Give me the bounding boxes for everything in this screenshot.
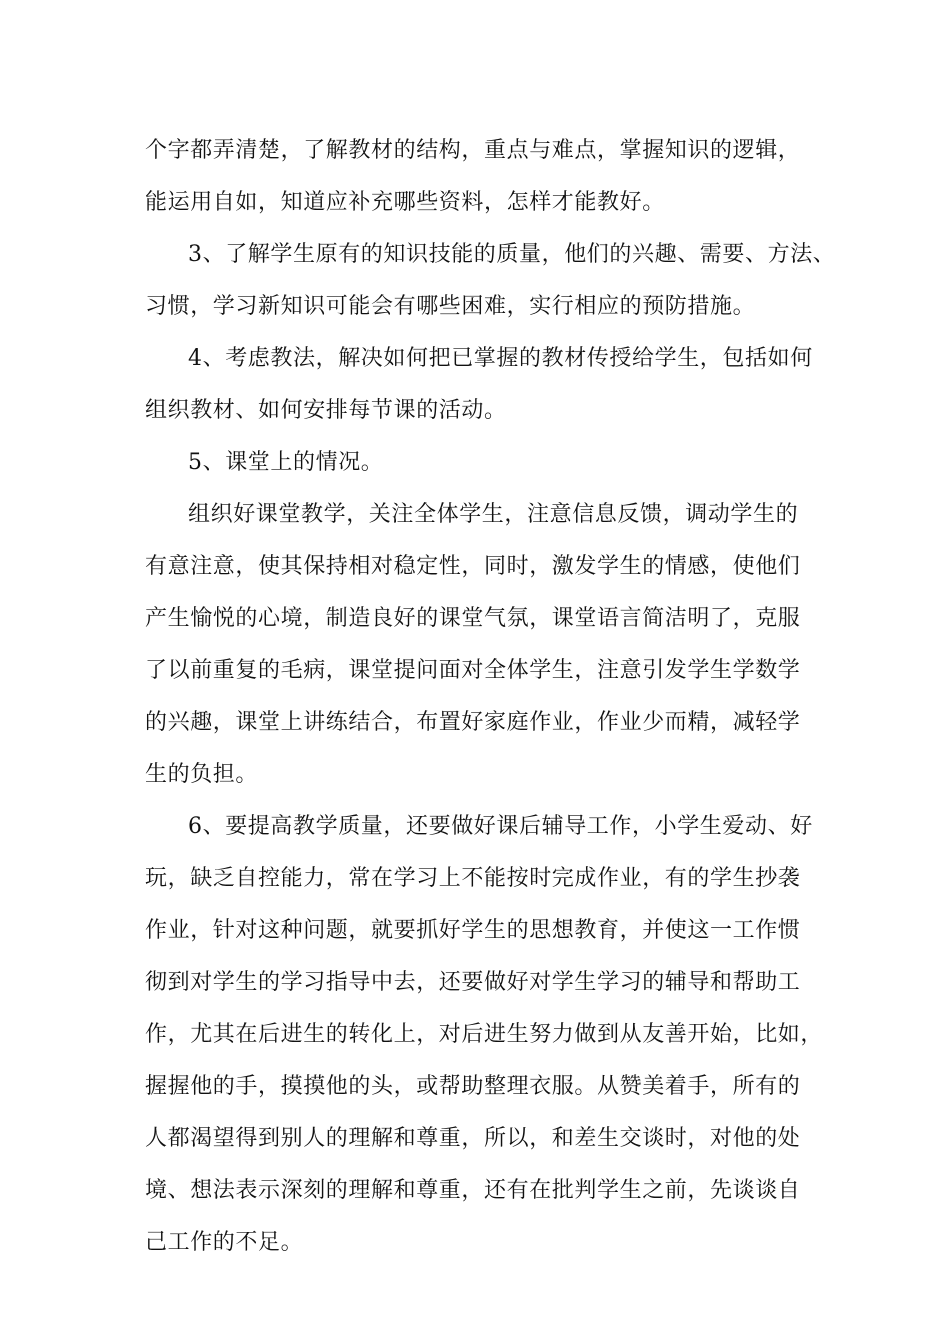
text-line: 人都渴望得到别人的理解和尊重，所以，和差生交谈时，对他的处 <box>145 1126 801 1151</box>
text-line: 作，尤其在后进生的转化上，对后进生努力做到从友善开始，比如， <box>145 1022 824 1047</box>
text-line: 己工作的不足。 <box>145 1230 304 1255</box>
text-line: 组织教材、如何安排每节课的活动。 <box>145 398 507 423</box>
text-line: 了以前重复的毛病，课堂提问面对全体学生，注意引发学生学数学 <box>145 658 801 683</box>
paragraph-start-line: 组织好课堂教学，关注全体学生，注意信息反馈，调动学生的 <box>188 502 799 527</box>
text-line: 的兴趣，课堂上讲练结合，布置好家庭作业，作业少而精，减轻学 <box>145 710 801 735</box>
paragraph-start-line: 4、考虑教法，解决如何把已掌握的教材传授给学生，包括如何 <box>188 346 813 371</box>
text-line: 生的负担。 <box>145 762 259 787</box>
paragraph-start-line: 3、了解学生原有的知识技能的质量，他们的兴趣、需要、方法、 <box>188 242 836 267</box>
paragraph-start-line: 6、要提高教学质量，还要做好课后辅导工作，小学生爱动、好 <box>188 814 813 839</box>
text-line: 彻到对学生的学习指导中去，还要做好对学生学习的辅导和帮助工 <box>145 970 801 995</box>
text-line: 个字都弄清楚，了解教材的结构，重点与难点，掌握知识的逻辑， <box>145 138 801 163</box>
text-line: 习惯，学习新知识可能会有哪些困难，实行相应的预防措施。 <box>145 294 756 319</box>
text-line: 产生愉悦的心境，制造良好的课堂气氛，课堂语言简洁明了，克服 <box>145 606 801 631</box>
text-line: 玩，缺乏自控能力，常在学习上不能按时完成作业，有的学生抄袭 <box>145 866 801 891</box>
text-line: 能运用自如，知道应补充哪些资料，怎样才能教好。 <box>145 190 665 215</box>
text-line: 有意注意，使其保持相对稳定性，同时，激发学生的情感，使他们 <box>145 554 801 579</box>
text-line: 作业，针对这种问题，就要抓好学生的思想教育，并使这一工作惯 <box>145 918 801 943</box>
text-line: 境、想法表示深刻的理解和尊重，还有在批判学生之前，先谈谈自 <box>145 1178 801 1203</box>
paragraph-start-line: 5、课堂上的情况。 <box>188 450 384 475</box>
text-line: 握握他的手，摸摸他的头，或帮助整理衣服。从赞美着手，所有的 <box>145 1074 801 1099</box>
